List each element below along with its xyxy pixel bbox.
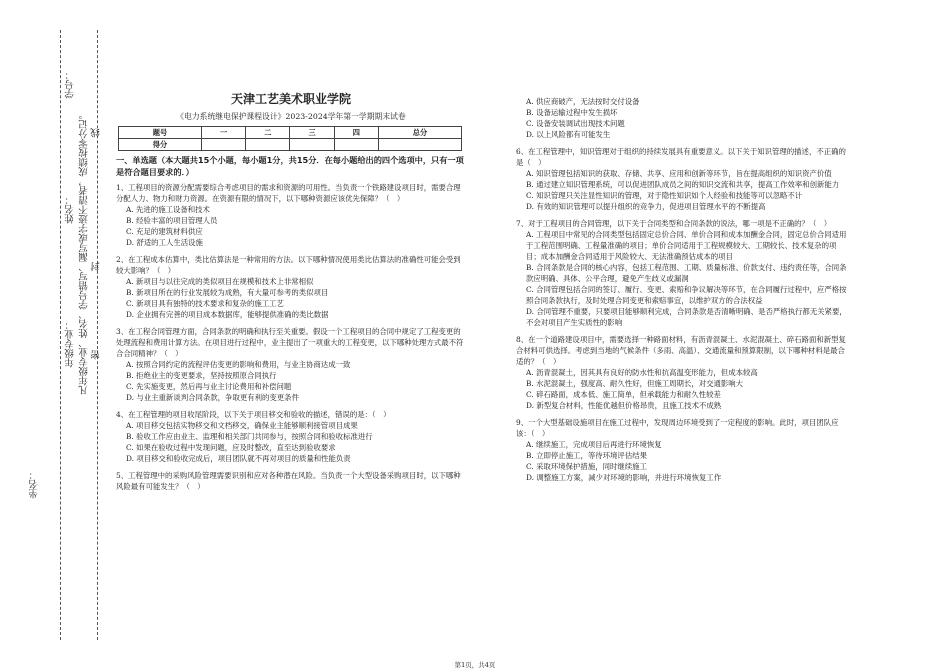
- answer-option[interactable]: A. 供应商破产，无法按时交付设备: [526, 97, 640, 106]
- answer-option[interactable]: A. 沥青混凝土，因其具有良好的防水性和抗高温变形能力，但成本较高: [526, 368, 758, 377]
- cut-line-outer: [97, 30, 98, 640]
- score-cell: 三: [290, 127, 334, 139]
- answer-option[interactable]: B. 验收工作应由业主、监理和相关部门共同参与，按照合同和验收标准进行: [126, 432, 373, 441]
- answer-option[interactable]: B. 新项目所在的行业发展较为成熟，有大量可参考的类似项目: [126, 288, 329, 297]
- score-table: [118, 126, 462, 151]
- left-column: [116, 90, 466, 492]
- question-item: [116, 409, 466, 464]
- question-item: [116, 254, 466, 320]
- answer-option[interactable]: C. 设备安装调试出现技术问题: [526, 119, 625, 128]
- answer-option[interactable]: C. 合同管理包括合同的签订、履行、变更、索赔和争议解决等环节，在合同履行过程中，应严格按照合同条款执行，及时处理合同变更和索赔事宜，以维护双方的合法权益: [526, 285, 847, 305]
- answer-option[interactable]: D. 调整施工方案，减少对环境的影响，并进行环境恢复工作: [526, 473, 722, 482]
- score-cell: 一: [202, 127, 246, 139]
- section-heading: 一、单选题（本大题共15个小题，每小题1分，共15分．在每小题给出的四个选项中，只有一项是符合题目要求的．）: [116, 155, 464, 177]
- seal-mark-line: 线: [91, 128, 102, 138]
- score-table-header-row: [119, 127, 462, 139]
- answer-option[interactable]: A. 新项目与以往完成的类似项目在规模和技术上非常相似: [126, 277, 314, 286]
- answer-option[interactable]: A. 项目移交包括实物移交和文档移交，确保业主能够顺利接管项目成果: [126, 421, 358, 430]
- score-blank[interactable]: [378, 139, 461, 151]
- answer-option[interactable]: D. 企业拥有完善的项目成本数据库，能够提供准确的类比数据: [126, 310, 329, 319]
- answer-option[interactable]: C. 知识管理只关注显性知识的管理，对于隐性知识如个人经验和技能等可以忽略不计: [526, 191, 803, 200]
- answer-option[interactable]: A. 工程项目中常见的合同类型包括固定总价合同、单价合同和成本加酬金合同，固定总价合同适用于工程范围明确、工程量准确的项目；单价合同适用于工程规模较大、工期较长、技术复杂的项目；成本加酬金合同适用于风险较大、无法准确预估成本的项目: [526, 230, 847, 261]
- answer-option[interactable]: B. 通过建立知识管理系统，可以促进团队成员之间的知识交流和共享，提高工作效率和创新能力: [526, 180, 840, 189]
- name-label: 姓名：: [65, 195, 76, 224]
- score-cell: 四: [334, 127, 378, 139]
- answer-option[interactable]: C. 新项目具有独特的技术要求和复杂的施工工艺: [126, 299, 284, 308]
- answer-option[interactable]: B. 立即停止施工，等待环境评估结果: [526, 451, 647, 460]
- seal-mark-seal: 封: [91, 262, 102, 272]
- answer-option[interactable]: B. 拒绝业主的变更要求，坚持按照原合同执行: [126, 371, 277, 380]
- answer-option[interactable]: D. 以上风险都有可能发生: [526, 130, 611, 139]
- answer-option[interactable]: D. 项目移交和验收完成后，项目团队就不再对项目的质量和性能负责: [126, 454, 351, 463]
- seat-label: 坐名：: [29, 470, 40, 499]
- answer-option[interactable]: D. 有效的知识管理可以提升组织的竞争力，促进项目管理水平的不断提高: [526, 202, 766, 211]
- answer-option[interactable]: C. 如果在验收过程中发现问题，应及时整改，直至达到验收要求: [126, 443, 336, 452]
- score-blank[interactable]: [202, 139, 246, 151]
- score-cell: 总分: [378, 127, 461, 139]
- question-item: [516, 146, 848, 212]
- answer-option[interactable]: C. 充足的建筑材料供应: [126, 227, 203, 236]
- warning-text: 凡年级专业、姓名、学号错写、漏写或字迹不清者，成绩按零分记。: [79, 110, 90, 395]
- answer-option[interactable]: A. 按照合同约定的流程评估变更的影响和费用，与业主协商达成一致: [126, 360, 351, 369]
- score-cell: 得分: [119, 139, 202, 151]
- answer-option[interactable]: A. 先进的施工设备和技术: [126, 205, 210, 214]
- right-question-list: [516, 96, 848, 483]
- question-item: [516, 417, 848, 483]
- score-blank[interactable]: [334, 139, 378, 151]
- question-item: [516, 218, 848, 328]
- score-cell: 题号: [119, 127, 202, 139]
- cut-line-inner: [60, 30, 61, 640]
- answer-option[interactable]: C. 先实施变更，然后再与业主讨论费用和补偿问题: [126, 382, 292, 391]
- score-cell: 二: [246, 127, 290, 139]
- answer-option[interactable]: A. 知识管理包括知识的获取、存储、共享、应用和创新等环节，旨在提高组织的知识资产价值: [526, 169, 832, 178]
- school-title: 天津工艺美术职业学院: [230, 92, 351, 106]
- answer-option[interactable]: D. 与业主重新谈判合同条款，争取更有利的变更条件: [126, 393, 299, 402]
- question-stem: 4、在工程管理的项目收尾阶段，以下关于项目移交和验收的描述，错误的是：（ ）: [116, 410, 391, 419]
- right-column: [516, 92, 848, 483]
- left-question-list: [116, 182, 466, 492]
- page-footer: 第1页，共4页: [454, 661, 496, 669]
- question-item: [116, 470, 466, 492]
- binding-margin: [0, 0, 112, 672]
- question-item: [116, 182, 466, 248]
- question-stem: 5、工程管理中的采购风险管理需要识别和应对各种潜在风险。当负责一个大型设备采购项目时，以下哪种风险最有可能发生？（ ）: [116, 471, 461, 491]
- score-blank[interactable]: [290, 139, 334, 151]
- question-stem: 1、工程项目的资源分配需要综合考虑项目的需求和资源的可用性。当负责一个铁路建设项目时，需要合理分配人力、物力和财力资源。在资源有限的情况下，以下哪种资源应该优先保障？（ ）: [116, 183, 461, 203]
- answer-option[interactable]: A. 继续施工，完成项目后再进行环境恢复: [526, 440, 662, 449]
- question-stem: 8、在一个道路建设项目中，需要选择一种路面材料，有沥青混凝土、水泥混凝土、碎石路面和新型复合材料可供选择。考虑到当地的气候条件（多雨、高温）、交通流量和预算限制，以下哪种材料是最合适的？（ ）: [516, 335, 846, 366]
- question-item: [116, 326, 466, 403]
- question-stem: 9、一个大型基础设施项目在施工过程中，发现周边环境受到了一定程度的影响。此时，项目团队应该：（ ）: [516, 418, 839, 438]
- question-item: [516, 96, 848, 140]
- question-item: [516, 334, 848, 411]
- student-id-label: 学号：: [65, 70, 76, 99]
- answer-option[interactable]: B. 合同条款是合同的核心内容，包括工程范围、工期、质量标准、价款支付、违约责任等，合同条款应明确、具体、公平合理，避免产生歧义或漏洞: [526, 263, 847, 283]
- answer-option[interactable]: C. 采取环境保护措施，同时继续施工: [526, 462, 647, 471]
- answer-option[interactable]: D. 舒适的工人生活设施: [126, 238, 203, 247]
- answer-option[interactable]: B. 经验丰富的项目管理人员: [126, 216, 218, 225]
- major-label: 年级专业：: [65, 320, 76, 368]
- answer-option[interactable]: D. 合同管理不重要，只要项目能够顺利完成，合同条款是否清晰明确、是否严格执行都无关紧要，不会对项目产生实质性的影响: [526, 307, 847, 327]
- question-stem: 6、在工程管理中，知识管理对于组织的持续发展具有重要意义。以下关于知识管理的描述，不正确的是（ ）: [516, 147, 846, 167]
- question-stem: 2、在工程成本估算中，类比估算法是一种常用的方法。以下哪种情况使用类比估算法的准确性可能会受到较大影响？（ ）: [116, 255, 461, 275]
- question-stem: 3、在工程合同管理方面，合同条款的明确和执行至关重要。假设一个工程项目的合同中规定了工程变更的处理流程和费用计算方法。在项目进行过程中，业主提出了一项重大的工程变更，以下哪种处理方式最不符合合同精神？（ ）: [116, 327, 464, 358]
- answer-option[interactable]: D. 新型复合材料，性能优越但价格昂贵，且施工技术不成熟: [526, 401, 722, 410]
- answer-option[interactable]: B. 设备运输过程中发生损坏: [526, 108, 618, 117]
- exam-subtitle: 《电力系统继电保护课程设计》2023-2024学年第一学期期末试卷: [176, 112, 406, 121]
- seal-mark-secret: 密: [91, 350, 102, 360]
- answer-option[interactable]: B. 水泥混凝土，强度高、耐久性好，但施工周期长，对交通影响大: [526, 379, 744, 388]
- answer-option[interactable]: C. 碎石路面，成本低、施工简单，但承载能力和耐久性较差: [526, 390, 721, 399]
- question-stem: 7、对于工程项目的合同管理，以下关于合同类型和合同条款的说法，哪一项是不正确的？（ ）: [516, 219, 832, 228]
- score-table-score-row: [119, 139, 462, 151]
- score-blank[interactable]: [246, 139, 290, 151]
